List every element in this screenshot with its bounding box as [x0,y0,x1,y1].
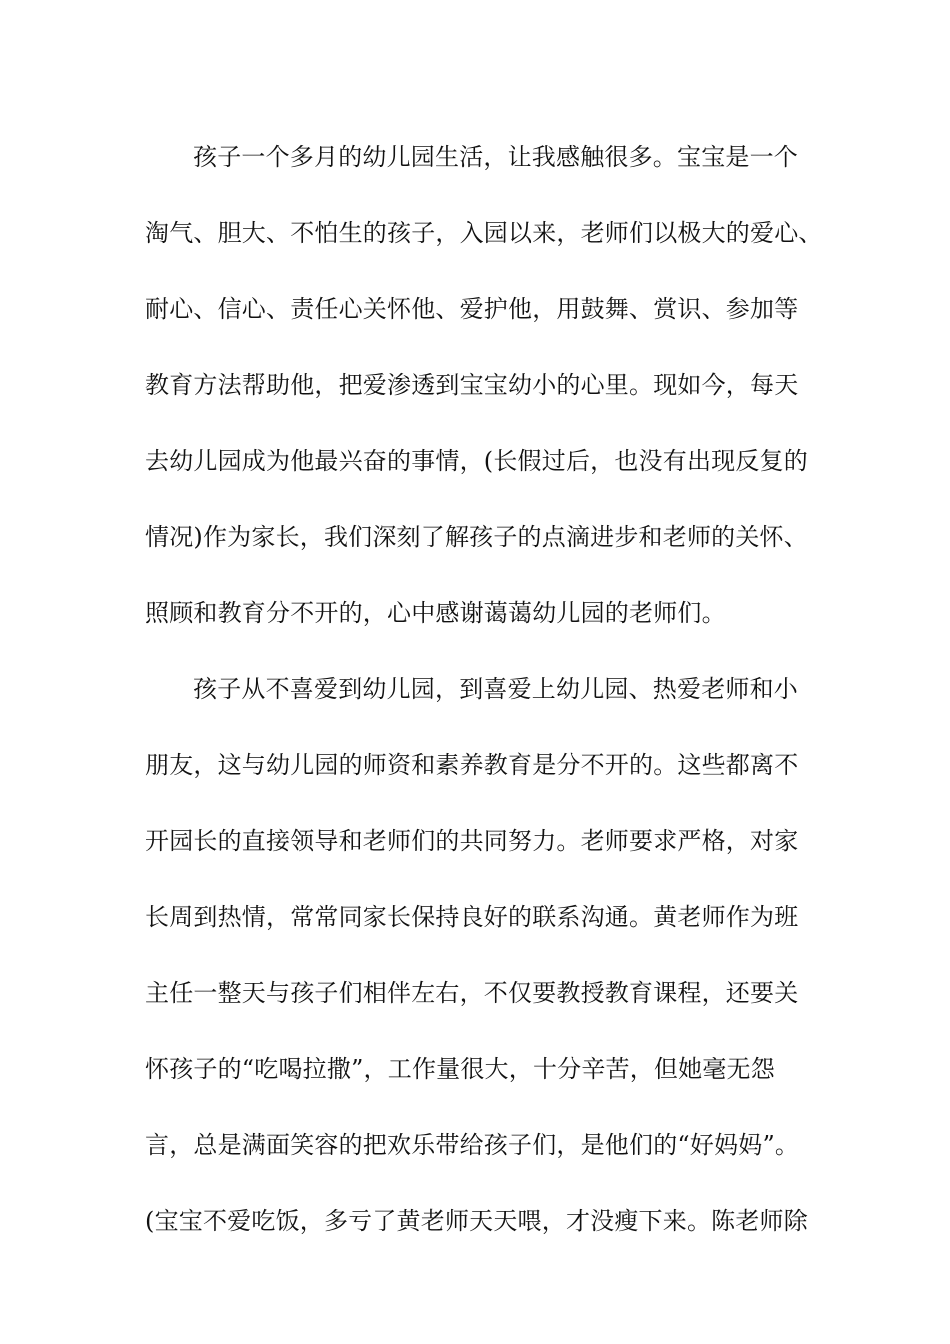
paragraph-2-line-4: 长周到热情，常常同家长保持良好的联系沟通。黄老师作为班 [145,903,799,931]
paragraph-2-line-6: 怀孩子的“吃喝拉撒”，工作量很大，十分辛苦，但她毫无怨 [145,1055,775,1083]
paragraph-1-line-1: 孩子一个多月的幼儿园生活，让我感触很多。宝宝是一个 [193,143,798,171]
paragraph-1-line-2: 淘气、胆大、不怕生的孩子，入园以来，老师们以极大的爱心、 [145,219,823,247]
paragraph-1-line-4: 教育方法帮助他，把爱渗透到宝宝幼小的心里。现如今，每天 [145,371,799,399]
paragraph-2-line-1: 孩子从不喜爱到幼儿园，到喜爱上幼儿园、热爱老师和小 [193,675,798,703]
paragraph-1-line-5: 去幼儿园成为他最兴奋的事情，(长假过后，也没有出现反复的 [145,447,808,475]
document-body [145,130,825,1270]
paragraph-2-line-5: 主任一整天与孩子们相伴左右，不仅要教授教育课程，还要关 [145,979,799,1007]
paragraph-1-line-7: 照顾和教育分不开的，心中感谢蔼蔼幼儿园的老师们。 [145,599,726,627]
paragraph-1-line-3: 耐心、信心、责任心关怀他、爱护他，用鼓舞、赏识、参加等 [145,295,799,323]
paragraph-2-line-3: 开园长的直接领导和老师们的共同努力。老师要求严格，对家 [145,827,799,855]
paragraph-2-line-7: 言，总是满面笑容的把欢乐带给孩子们，是他们的“好妈妈”。 [145,1131,800,1159]
paragraph-1-line-6: 情况)作为家长，我们深刻了解孩子的点滴进步和老师的关怀、 [145,523,808,551]
paragraph-2-line-2: 朋友，这与幼儿园的师资和素养教育是分不开的。这些都离不 [145,751,799,779]
paragraph-2-line-8: (宝宝不爱吃饭，多亏了黄老师天天喂，才没瘦下来。陈老师除 [145,1207,808,1235]
